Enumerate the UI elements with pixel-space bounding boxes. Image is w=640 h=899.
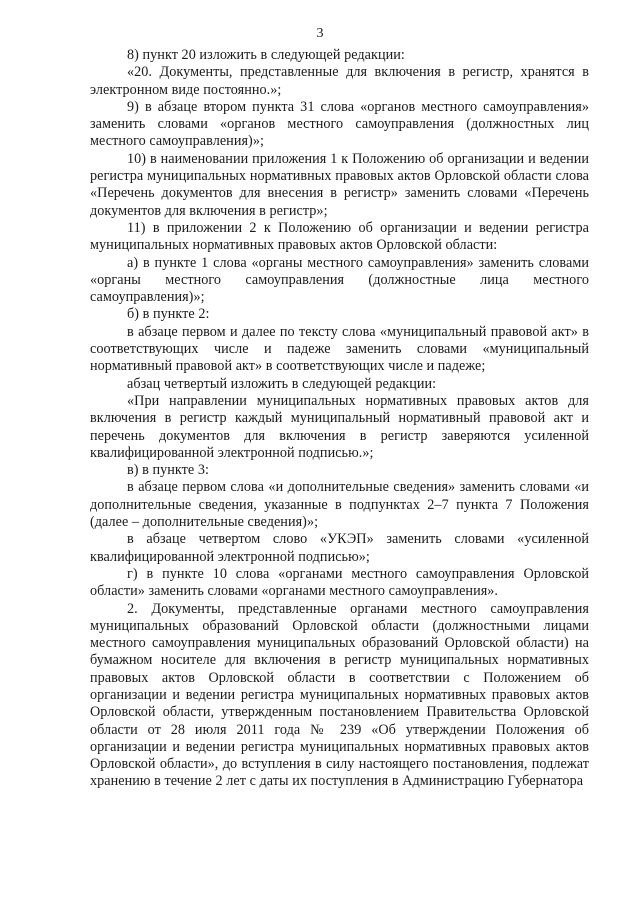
document-body [90, 47, 589, 791]
paragraph-item-10: 10) в наименовании приложения 1 к Положению об организации и ведении регистра муниципальных нормативных правовых актов Орловской области слова «Перечень документов для внесения в регистр» заменить словами «Перечень документов для включения в регистр»; [90, 150, 589, 219]
page-number: 3 [316, 26, 324, 41]
paragraph-b-fourth-abzac: абзац четвертый изложить в следующей редакции: [127, 375, 437, 392]
paragraph-subitem-a: а) в пункте 1 слова «органы местного самоуправления» заменить словами «органы местного самоуправления (должностные лица местного самоуправления)»; [90, 254, 589, 306]
paragraph-v-fourth-abzac: в абзаце четвертом слово «УКЭП» заменить словами «усиленной квалифицированной электронной подписью»; [90, 531, 589, 565]
paragraph-b-new-text: «При направлении муниципальных нормативных правовых актов для включения в регистр каждый муниципальный нормативный правовой акт и перечень документов для включения в регистр заверяются усиленной квалифицированной электронной подписью.»; [90, 392, 589, 461]
paragraph-item-9: 9) в абзаце втором пункта 31 слова «органов местного самоуправления» заменить словами «органов местного самоуправления (должностных лиц местного самоуправления)»; [90, 98, 589, 150]
paragraph-subitem-b: б) в пункте 2: [127, 306, 210, 323]
paragraph-item-20-text: «20. Документы, представленные для включения в регистр, хранятся в электронном виде постоянно.»; [90, 64, 589, 98]
paragraph-section-2: 2. Документы, представленные органами местного самоуправления муниципальных образований Орловской области (должностными лицами местного самоуправления муниципальных образований Орловской области) на бумажном носителе для включения в регистр муниципальных нормативных правовых актов Орловской области в соответствии с Положением об организации и ведении регистра муниципальных нормативных правовых актов Орловской области, утвержденным постановлением Правительства Орловской области от 28 июля 2011 года № 239 «Об утверждении Положения об организации и ведении регистра муниципальных нормативных правовых актов Орловской области», до вступления в силу настоящего постановления, подлежат хранению в течение 2 лет с даты их поступления в Администрацию Губернатора [90, 600, 589, 790]
paragraph-subitem-v: в) в пункте 3: [127, 462, 209, 479]
paragraph-item-8: 8) пункт 20 изложить в следующей редакции: [127, 47, 405, 63]
paragraph-item-11: 11) в приложении 2 к Положению об организации и ведении регистра муниципальных нормативных правовых актов Орловской области: [90, 219, 589, 254]
paragraph-v-first-abzac: в абзаце первом слова «и дополнительные сведения» заменить словами «и дополнительные сведения, указанные в подпунктах 2–7 пункта 7 Положения (далее – дополнительные сведения)»; [90, 479, 589, 531]
paragraph-b-first-abzac: в абзаце первом и далее по тексту слова «муниципальный правовой акт» в соответствующих числе и падеже заменить словами «муниципальный нормативный правовой акт» в соответствующих числе и падеже; [90, 323, 589, 375]
paragraph-subitem-g: г) в пункте 10 слова «органами местного самоуправления Орловской области» заменить словами «органами местного самоуправления». [90, 565, 589, 600]
